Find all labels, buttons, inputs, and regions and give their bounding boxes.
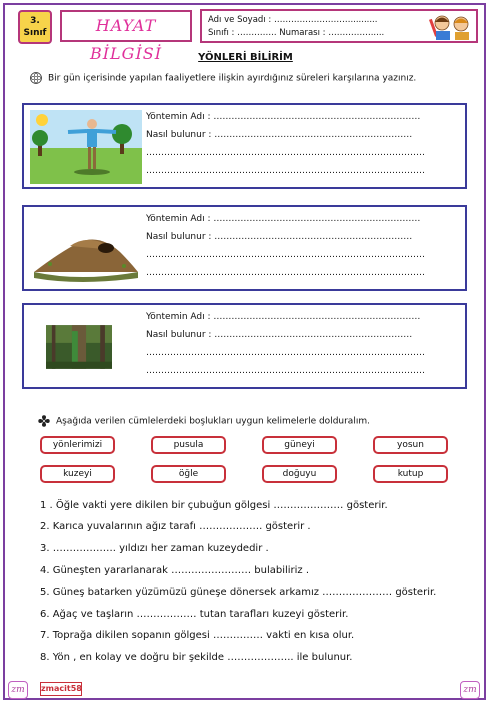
word-chip[interactable]: yönlerimizi — [40, 436, 115, 454]
word-chip[interactable]: güneyi — [262, 436, 337, 454]
card-2-lines — [146, 210, 425, 282]
student-class-field[interactable]: Sınıfı : ………….. Numarası : ……………..... — [208, 28, 385, 38]
word-chip[interactable]: yosun — [373, 436, 448, 454]
answer-line[interactable]: ………………………………………………………………………………… — [146, 250, 425, 260]
author-logo-left: zm — [8, 681, 28, 699]
answer-line[interactable]: ………………………………………………………………………………… — [146, 366, 425, 376]
shadow-stick-image — [30, 110, 142, 184]
subject-title-box — [60, 10, 192, 63]
instruction-1-text: Bir gün içerisinde yapılan faaliyetlere ilişkin ayırdığınız süreleri karşılarına yazınız. — [48, 73, 417, 84]
page-title: YÖNLERİ BİLİRİM — [198, 52, 293, 63]
grade-badge — [18, 10, 52, 44]
method-name-field[interactable]: Yöntemin Adı : …………………………………………………………… — [146, 312, 421, 322]
grade-label: Sınıf — [23, 28, 47, 38]
student-info-box — [200, 9, 478, 43]
instruction-1 — [30, 72, 416, 84]
how-found-field[interactable]: Nasıl bulunur : ………………………………………………………… — [146, 232, 413, 242]
answer-line[interactable]: ………………………………………………………………………………… — [146, 166, 425, 176]
grade-number: 3. — [30, 16, 40, 26]
method-card-3 — [22, 303, 467, 389]
sentence-6[interactable]: 6. Ağaç ve taşların ……………… tutan tarafları kuzeyi gösterir. — [40, 609, 349, 620]
flower-icon — [30, 72, 42, 84]
how-found-field[interactable]: Nasıl bulunur : ………………………………………………………… — [146, 130, 413, 140]
answer-line[interactable]: ………………………………………………………………………………… — [146, 148, 425, 158]
answer-line[interactable]: ………………………………………………………………………………… — [146, 348, 425, 358]
word-chip[interactable]: kuzeyi — [40, 465, 115, 483]
how-found-field[interactable]: Nasıl bulunur : ………………………………………………………… — [146, 330, 413, 340]
sentence-8[interactable]: 8. Yön , en kolay ve doğru bir şekilde ……………….. ile bulunur. — [40, 652, 353, 663]
student-name-field[interactable]: Adı ve Soyadı : ……………………….......... — [208, 15, 378, 25]
sentence-1[interactable]: 1 . Öğle vakti yere dikilen bir çubuğun gölgesi ………………… gösterir. — [40, 500, 388, 511]
answer-line[interactable]: ………………………………………………………………………………… — [146, 268, 425, 278]
sentence-4[interactable]: 4. Güneşten yararlanarak …………………… bulabiliriz . — [40, 565, 310, 576]
method-name-field[interactable]: Yöntemin Adı : …………………………………………………………… — [146, 112, 421, 122]
instruction-2 — [38, 415, 370, 427]
sentence-7[interactable]: 7. Toprağa dikilen sopanın gölgesi …………… vakti en kısa olur. — [40, 630, 355, 641]
word-chip[interactable]: kutup — [373, 465, 448, 483]
card-3-lines — [146, 308, 425, 380]
card-1-lines — [146, 108, 425, 180]
word-chip[interactable]: pusula — [151, 436, 226, 454]
sentence-2[interactable]: 2. Karıca yuvalarının ağız tarafı ………………. gösterir . — [40, 521, 311, 532]
author-logo-right: zm — [460, 681, 480, 699]
anthill-image — [30, 212, 142, 286]
subject-title: HAYAT BİLGİSİ — [89, 16, 163, 63]
sentence-5[interactable]: 5. Güneş batarken yüzümüzü güneşe dönersek arkamız ………………… gösterir. — [40, 587, 437, 598]
sentence-3[interactable]: 3. ………………. yıldızı her zaman kuzeydedir . — [40, 543, 269, 554]
instruction-2-text: Aşağıda verilen cümlelerdeki boşlukları uygun kelimelerle dolduralım. — [56, 416, 370, 427]
method-card-1 — [22, 103, 467, 189]
kids-illustration — [428, 13, 474, 41]
flower-icon — [38, 415, 50, 427]
moss-tree-image — [46, 310, 112, 384]
word-chip[interactable]: doğuyu — [262, 465, 337, 483]
word-chip[interactable]: öğle — [151, 465, 226, 483]
author-badge: zmacit58 — [40, 682, 82, 696]
method-name-field[interactable]: Yöntemin Adı : …………………………………………………………… — [146, 214, 421, 224]
method-card-2 — [22, 205, 467, 291]
